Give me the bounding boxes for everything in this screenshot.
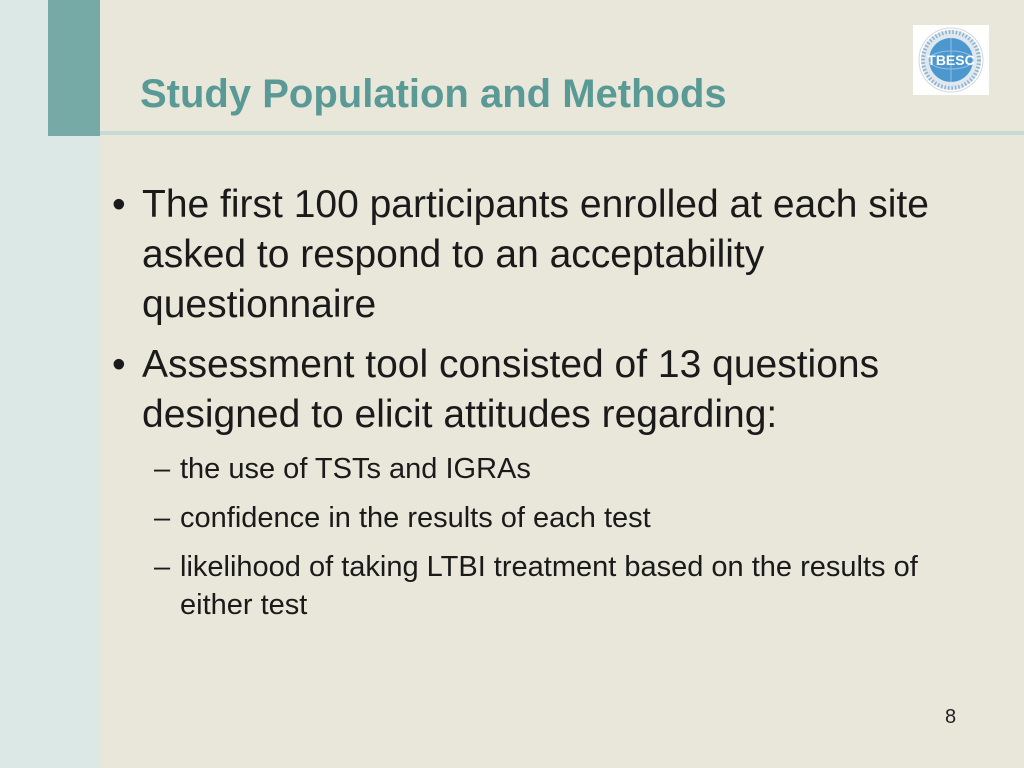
sub-bullet-item bbox=[112, 499, 992, 537]
sub-bullet-text: likelihood of taking LTBI treatment based on the results of either test bbox=[180, 551, 918, 621]
slide-content bbox=[112, 180, 992, 635]
sub-bullet-item bbox=[112, 450, 992, 488]
bullet-item bbox=[112, 180, 992, 330]
sub-bullet-text: confidence in the results of each test bbox=[180, 502, 651, 534]
bullet-marker: • bbox=[112, 343, 126, 386]
title-accent-bar bbox=[48, 0, 100, 136]
tbesc-logo bbox=[913, 25, 989, 95]
sub-bullet-list bbox=[112, 450, 992, 624]
tbesc-logo-icon bbox=[913, 25, 989, 95]
bullet-marker: • bbox=[112, 183, 126, 226]
left-decorative-strip bbox=[0, 0, 48, 768]
sub-bullet-item bbox=[112, 548, 992, 624]
sub-bullet-marker: – bbox=[154, 453, 171, 485]
bullet-text: The first 100 participants enrolled at each site asked to respond to an acceptability questionnaire bbox=[142, 183, 929, 326]
bullet-item bbox=[112, 340, 992, 440]
sub-bullet-marker: – bbox=[154, 502, 171, 534]
left-decorative-bar bbox=[48, 136, 100, 768]
page-number: 8 bbox=[945, 706, 957, 728]
logo-text: TBESC bbox=[927, 52, 975, 68]
slide-title: Study Population and Methods bbox=[140, 72, 727, 116]
sub-bullet-marker: – bbox=[154, 551, 171, 583]
bullet-text: Assessment tool consisted of 13 questions designed to elicit attitudes regarding: bbox=[142, 343, 880, 436]
title-divider bbox=[100, 131, 1024, 135]
sub-bullet-text: the use of TSTs and IGRAs bbox=[180, 453, 531, 485]
